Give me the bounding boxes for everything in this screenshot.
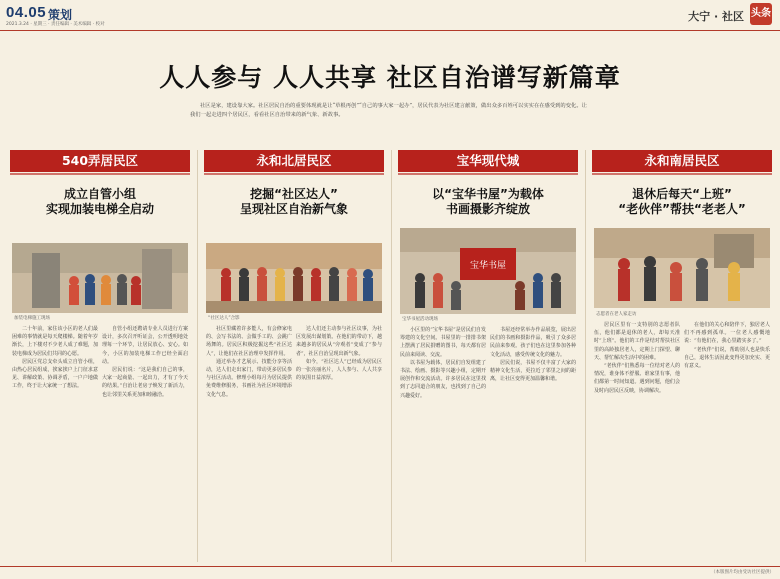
paragraph: 社区里藏着许多能人，有会修家电的、会写书法的、会做手工的、会跳广场舞的。居民区积极挖掘这些“社区达人”，让他们在社区治理中发挥作用。	[206, 326, 292, 357]
column-divider	[585, 150, 586, 562]
column-head-baohua: 宝华现代城	[398, 150, 578, 172]
paragraph: 小区里的“宝华书屋”是居民们自发筹建的文化空间。书屋里的一排排书架上摆满了居民捐赠的图书，每天都有居民前来阅读、交流。	[400, 327, 486, 358]
photo-community-talent	[206, 243, 382, 313]
paragraph: 二十年前，家住该小区的老人们最困难的事情就是每天爬楼梯。随着年岁渐长，上下楼对不少老人成了难题，加装电梯成为居民们共同的心愿。	[12, 326, 98, 357]
photo-caption: “社区达人”合影	[208, 316, 240, 321]
headline-line: 实现加装电梯全启动	[45, 202, 154, 216]
section-label: 策划	[48, 8, 73, 22]
headline-baohua	[398, 187, 578, 217]
article-body-b	[684, 321, 770, 563]
headline-line: 挖掘“社区达人”	[250, 187, 338, 201]
masthead-seal: 头条	[750, 3, 772, 25]
headline-line: 成立自管小组	[63, 187, 136, 201]
page-number: 04.05	[6, 4, 47, 21]
paragraph: 居民们说：“这是我们自己的事，大家一起商量、一起出力，才有了今天的结果。”自治让老房子焕发了新活力，也让邻里关系更加和睦融洽。	[102, 367, 188, 398]
headline-line: 书画摄影齐绽放	[445, 202, 530, 216]
paragraph: 如今，“社区达人”已经成为居民区的一张亮丽名片，人人参与、人人共享的氛围日益浓厚。	[296, 358, 382, 382]
page-footer	[0, 566, 780, 579]
paragraph: 自管小组还聘请专业人员进行方案设计，多次召开听证会，公开透明地处理每一个环节，让居民放心、安心。如今，小区的加装电梯工作已经全面启动。	[102, 326, 188, 365]
column-divider	[391, 150, 392, 562]
photo-caption: 加装电梯施工现场	[14, 316, 50, 321]
article-body-b	[102, 325, 188, 563]
paragraph: 在他们的关心和陪伴下，独居老人们不再感到孤单。一位老人感慨地说：“有他们在，我心里踏实多了。”	[684, 322, 770, 345]
photo-bookhouse	[400, 228, 576, 314]
article-body-a	[206, 325, 292, 563]
masthead: 大宁 · 社区	[688, 10, 744, 23]
article-body-b	[490, 326, 576, 563]
article-body-b	[296, 325, 382, 563]
headline-line: 以“宝华书屋”为载体	[432, 187, 544, 201]
column-head-yonghebei: 永和北居民区	[204, 150, 384, 172]
paragraph: 以书屋为载体，居民们自发组建了书法、绘画、摄影等兴趣小组，定期开展创作和交流活动。许多居民在这里找到了志同道合的朋友，也找到了自己的兴趣爱好。	[400, 359, 486, 399]
page-title: 人人参与 人人共享 社区自治谱写新篇章	[159, 63, 621, 92]
article-body-a	[12, 325, 98, 563]
photo-elevator	[12, 243, 188, 313]
article-body-a	[594, 321, 680, 563]
paragraph: 书屋还经常举办作品展览，展出居民们的书画和摄影作品，吸引了众多居民前来参观。孩子们也在这里参加各种文化活动，感受传统文化的魅力。	[490, 327, 576, 358]
paragraph: 居民区党总支牵头成立自管小组，由热心居民组成，挨家挨户上门征求意见、讲解政策、协调矛盾，一户户地做工作，终于让大家统一了想法。	[12, 358, 98, 390]
page-header	[0, 0, 780, 31]
article-body-a	[400, 326, 486, 563]
photo-caption: 志愿者在老人家走访	[596, 312, 637, 317]
photo-caption: 宝华书屋活动现场	[402, 317, 438, 322]
paragraph: 居民区里有一支特别的志愿者队伍，他们都是退休的老人，却每天准时“上班”。他们的工作是结对帮扶社区里的高龄独居老人，定期上门探望、聊天、帮忙解决生活中的困难。	[594, 322, 680, 361]
headline-line: 呈现社区自治新气象	[239, 202, 348, 216]
headline-line: 退休后每天“上班”	[632, 187, 732, 201]
column-head-540: 540弄居民区	[10, 150, 190, 172]
paragraph: “老伙伴”们熟悉每一位结对老人的情况，谁身体不舒服、谁家里有事，他们都第一时间知道。遇到问题，他们会及时向居民区反映，协调解决。	[594, 363, 680, 394]
headline-line: “老伙伴”帮扶“老老人”	[618, 202, 746, 216]
paragraph: 居民们说，书屋不仅丰富了大家的精神文化生活，更拉近了邻里之间的距离，让社区变得更加温馨和谐。	[490, 359, 576, 383]
dateline: 2021.3.24 · 星期三 · 责任编辑 · 美术编辑 · 校对	[6, 22, 105, 27]
intro-paragraph: 社区是家，建设靠大家。社区居民自治的重要体现就是让“草根再创”“自己的事大家一起办”，居民代表为社区建言献策，做出众多百姓可以实实在在感受到的变化。让我们一起走进四个居民区，看看社区自治带来的新气象、新故事。	[190, 103, 587, 118]
footer-credit: （本版图片均由受访社区提供）	[711, 570, 774, 575]
paragraph: “老伙伴”们说，帮助别人也是快乐自己，退休生活因此变得更加充实、更有意义。	[684, 346, 770, 370]
headline-yonghenan	[592, 187, 772, 217]
paragraph: 达人们还主动参与社区议事，为社区发展出谋划策。在他们的带动下，越来越多的居民从“旁观者”变成了“参与者”，社区自治呈现出新气象。	[296, 326, 382, 357]
headline-540	[10, 187, 190, 217]
photo-volunteers	[594, 228, 770, 308]
book-sign-text: 宝华书屋	[469, 261, 507, 271]
headline-yonghebei	[204, 187, 384, 217]
column-divider	[197, 150, 198, 562]
column-head-yonghenan: 永和南居民区	[592, 150, 772, 172]
paragraph: 通过举办才艺展示、技能分享等活动，达人们走出家门，带动更多居民参与社区活动。修理小组每月为居民提供免费维修服务，书画社为社区环境增添文化气息。	[206, 358, 292, 398]
